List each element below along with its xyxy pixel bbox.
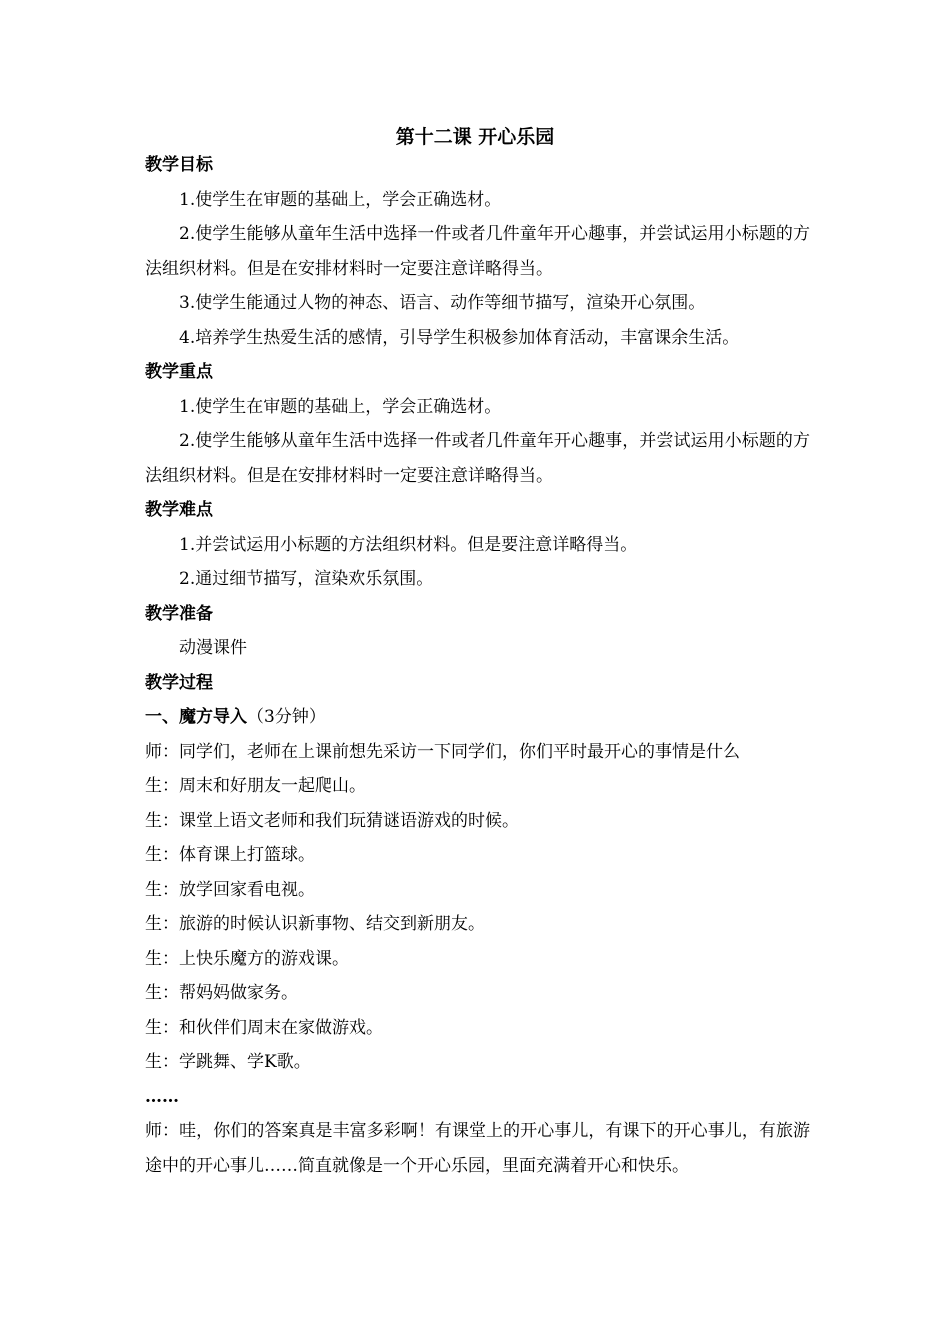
document-body bbox=[145, 148, 810, 1183]
key-points-heading: 教学重点 bbox=[145, 362, 213, 382]
key-point-item-1: 1.使学生在审题的基础上，学会正确选材。 bbox=[179, 396, 502, 417]
goal-item-2: 2.使学生能够从童年生活中选择一件或者几件童年开心趣事，并尝试运用小标题的方法组织材料。但是在安排材料时一定要注意详略得当。 bbox=[145, 224, 810, 279]
goal-item-1: 1.使学生在审题的基础上，学会正确选材。 bbox=[179, 189, 502, 210]
dialogue-line-10: 生：学跳舞、学K歌。 bbox=[145, 1052, 311, 1072]
dialogue-line-4: 生：体育课上打篮球。 bbox=[145, 845, 315, 865]
preparation-text: 动漫课件 bbox=[179, 638, 247, 658]
dialogue-line-3: 生：课堂上语文老师和我们玩猜谜语游戏的时候。 bbox=[145, 810, 519, 831]
closing-paragraph: 师：哇，你们的答案真是丰富多彩啊！有课堂上的开心事儿，有课下的开心事儿，有旅游途中的开心事儿……简直就像是一个开心乐园，里面充满着开心和快乐。 bbox=[145, 1121, 810, 1176]
dialogue-line-9: 生：和伙伴们周末在家做游戏。 bbox=[145, 1017, 383, 1038]
dialogue-line-1: 师：同学们，老师在上课前想先采访一下同学们，你们平时最开心的事情是什么 bbox=[145, 741, 740, 762]
dialogue-line-2: 生：周末和好朋友一起爬山。 bbox=[145, 776, 366, 796]
section-1-time: （3分钟） bbox=[247, 707, 326, 727]
process-heading: 教学过程 bbox=[145, 672, 213, 693]
goal-item-4: 4.培养学生热爱生活的感情，引导学生积极参加体育活动，丰富课余生活。 bbox=[179, 327, 740, 348]
section-1-heading bbox=[145, 700, 810, 735]
dialogue-line-5: 生：放学回家看电视。 bbox=[145, 879, 315, 900]
difficulty-item-1: 1.并尝试运用小标题的方法组织材料。但是要注意详略得当。 bbox=[179, 534, 638, 555]
page-title: 第十二课 开心乐园 bbox=[395, 126, 555, 148]
key-point-item-2: 2.使学生能够从童年生活中选择一件或者几件童年开心趣事，并尝试运用小标题的方法组织材料。但是在安排材料时一定要注意详略得当。 bbox=[145, 431, 810, 486]
dialogue-line-7: 生：上快乐魔方的游戏课。 bbox=[145, 948, 349, 969]
preparation-heading: 教学准备 bbox=[145, 603, 213, 624]
goal-item-3: 3.使学生能通过人物的神态、语言、动作等细节描写，渲染开心氛围。 bbox=[179, 293, 706, 313]
ellipsis: …… bbox=[145, 1086, 179, 1107]
section-1-label: 一、魔方导入 bbox=[145, 707, 247, 727]
difficulties-heading: 教学难点 bbox=[145, 500, 213, 520]
dialogue-line-8: 生：帮妈妈做家务。 bbox=[145, 983, 298, 1003]
difficulty-item-2: 2.通过细节描写，渲染欢乐氛围。 bbox=[179, 569, 434, 589]
dialogue-line-6: 生：旅游的时候认识新事物、结交到新朋友。 bbox=[145, 914, 485, 934]
goals-heading: 教学目标 bbox=[145, 155, 213, 175]
